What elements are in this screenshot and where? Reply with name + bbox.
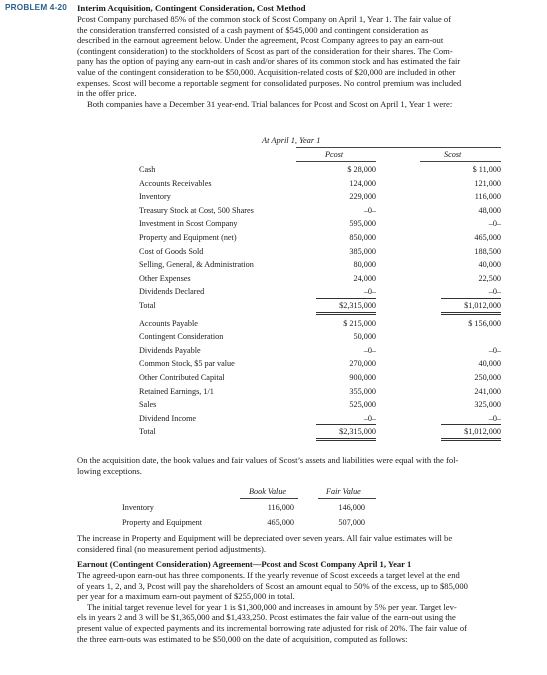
table-row xyxy=(0,518,547,528)
fv-fair-value: 507,000 xyxy=(338,518,365,527)
problem-title: Interim Acquisition, Contingent Consideration, Cost Method xyxy=(77,3,306,13)
row-label: Investment in Scost Company xyxy=(139,219,238,229)
table-row xyxy=(0,247,547,257)
col-rule-scost xyxy=(420,161,501,162)
intro-line: expenses. Scost will become a reportable segment for consolidated purposes. No control premium was included xyxy=(77,77,462,88)
pcost-value: 229,000 xyxy=(349,192,376,202)
earnout-line: els in years 2 and 3 will be $1,365,000 and $1,433,250. Pcost estimates the fair value of the earn-out using the xyxy=(77,612,456,623)
fair-value-rule xyxy=(318,498,376,499)
pcost-value: $2,315,000 xyxy=(316,427,376,441)
fv-book-value: 465,000 xyxy=(267,518,294,527)
earnout-line: per year for a maximum earn-out payment of $255,000 in total. xyxy=(77,591,295,602)
row-label: Accounts Receivables xyxy=(139,178,212,188)
scost-value: 465,000 xyxy=(474,233,501,242)
table-row xyxy=(0,373,547,383)
pcost-value: 80,000 xyxy=(353,260,376,270)
depreciation-line: The increase in Property and Equipment will be depreciated over seven years. All fair value estimates will be xyxy=(77,533,453,543)
pcost-value: –0– xyxy=(363,205,376,215)
row-label: Other Expenses xyxy=(139,273,191,283)
table-row xyxy=(0,165,547,175)
intro-line: Pcost Company purchased 85% of the common stock of Scost Company on April 1, Year 1. The fair value of xyxy=(77,14,452,24)
scost-value: 241,000 xyxy=(474,386,501,396)
table-row xyxy=(0,206,547,216)
scost-value: –0– xyxy=(441,287,501,299)
fv-row-label: Property and Equipment xyxy=(122,518,203,527)
intro-line: (contingent consideration) to the stockholders of Scost as part of the consideration for their shares. The Com- xyxy=(77,45,453,56)
intro-line: value of the contingent consideration to be $50,000. Acquisition-related costs of $20,000 are included in other xyxy=(77,66,456,77)
depreciation-note xyxy=(77,533,540,554)
scost-value: $1,012,000 xyxy=(441,301,501,315)
table-row xyxy=(0,387,547,397)
row-label: Dividend Income xyxy=(139,413,197,423)
table-row xyxy=(0,400,547,410)
pcost-value: –0– xyxy=(316,414,376,426)
scost-value: 40,000 xyxy=(478,359,501,369)
table-total-row xyxy=(0,427,547,437)
pcost-value: 525,000 xyxy=(349,400,376,410)
scost-value: 22,500 xyxy=(478,273,501,283)
intro-line: the consideration transferred consisted of a cash payment of $545,000 and contingent consideration as xyxy=(77,24,429,35)
pcost-value: $ 28,000 xyxy=(347,165,376,174)
row-label: Cost of Goods Sold xyxy=(139,246,204,256)
table-row xyxy=(0,233,547,243)
earnout-heading: Earnout (Contingent Consideration) Agreement—Pcost and Scost Company April 1, Year 1 xyxy=(77,559,412,569)
col-rule-pcost xyxy=(296,161,376,162)
trial-balance-intro: Both companies have a December 31 year-end. Trial balances for Pcost and Scost on April 1, Year 1 were: xyxy=(87,98,453,109)
table-row xyxy=(0,192,547,202)
earnout-line: The initial target revenue level for year 1 is $1,300,000 and increases in amount by 5% per year. Target lev- xyxy=(87,601,457,612)
scost-value: 250,000 xyxy=(474,373,501,382)
table-total-row xyxy=(0,301,547,311)
row-label: Contingent Consideration xyxy=(139,332,224,342)
pcost-value: $2,315,000 xyxy=(316,301,376,315)
pcost-value: 850,000 xyxy=(349,233,376,242)
problem-intro xyxy=(77,14,540,109)
problem-number: PROBLEM 4-20 xyxy=(5,3,67,12)
col-header-book-value: Book Value xyxy=(249,487,287,496)
pcost-value: –0– xyxy=(316,287,376,299)
earnout-line: The agreed-upon earn-out has three components. If the yearly revenue of Scost exceeds a target level at the end xyxy=(77,570,460,580)
scost-value: 40,000 xyxy=(478,260,501,270)
table-row xyxy=(0,219,547,229)
row-label: Other Contributed Capital xyxy=(139,373,225,382)
col-header-scost: Scost xyxy=(444,150,462,159)
table-row xyxy=(0,179,547,189)
pcost-value: 24,000 xyxy=(353,273,376,283)
fv-fair-value: 146,000 xyxy=(338,503,365,512)
row-label: Selling, General, & Administration xyxy=(139,260,254,270)
scost-value: 116,000 xyxy=(474,192,501,202)
pcost-value: 50,000 xyxy=(353,332,376,342)
pcost-value: 355,000 xyxy=(349,386,376,396)
trial-balance-heading: At April 1, Year 1 xyxy=(262,136,321,145)
col-header-fair-value: Fair Value xyxy=(326,487,361,496)
intro-line: described in the earnout agreement below. Under the agreement, Pcost Company agrees to pay an earn-out xyxy=(77,35,444,46)
scost-value: 48,000 xyxy=(478,205,501,215)
row-label: Total xyxy=(139,427,156,437)
pcost-value: 124,000 xyxy=(349,178,376,188)
row-label: Sales xyxy=(139,400,157,410)
scost-value: 325,000 xyxy=(474,400,501,410)
row-label: Accounts Payable xyxy=(139,318,198,328)
scost-value: –0– xyxy=(441,414,501,426)
pcost-value: $ 215,000 xyxy=(343,318,376,328)
pcost-value: –0– xyxy=(363,345,376,355)
scost-value: 121,000 xyxy=(474,178,501,188)
table-row xyxy=(0,346,547,356)
row-label: Inventory xyxy=(139,192,171,202)
table-row xyxy=(0,287,547,297)
scost-value: –0– xyxy=(488,345,501,355)
row-label: Retained Earnings, 1/1 xyxy=(139,386,214,396)
pcost-value: 900,000 xyxy=(349,373,376,382)
pcost-value: 270,000 xyxy=(349,359,376,369)
pcost-value: 595,000 xyxy=(349,219,376,229)
scost-value: $1,012,000 xyxy=(441,427,501,441)
earnout-paragraph-1 xyxy=(77,570,540,644)
col-header-pcost: Pcost xyxy=(325,150,344,159)
intro-line: in the offer price. xyxy=(77,88,137,99)
intro-line: pany has the option of paying any earn-out in cash and/or shares of its common stock and has estimated the fair xyxy=(77,56,461,67)
row-label: Cash xyxy=(139,165,156,174)
table-row xyxy=(0,274,547,284)
scost-value: $ 156,000 xyxy=(468,318,501,328)
row-label: Treasury Stock at Cost, 500 Shares xyxy=(139,205,254,215)
earnout-line: the three earn-outs was estimated to be $50,000 on the date of acquisition, computed as follows: xyxy=(77,633,408,644)
depreciation-line: considered final (no measurement period adjustments). xyxy=(77,543,267,554)
row-label: Dividends Payable xyxy=(139,345,201,355)
scost-value: 188,500 xyxy=(474,246,501,256)
table-row xyxy=(0,260,547,270)
row-label: Dividends Declared xyxy=(139,287,205,297)
scost-value: $ 11,000 xyxy=(472,165,501,174)
row-label: Total xyxy=(139,301,156,310)
book-value-rule xyxy=(240,498,298,499)
scost-value: –0– xyxy=(488,219,501,229)
row-label: Common Stock, $5 par value xyxy=(139,359,235,369)
pcost-value: 385,000 xyxy=(349,246,376,256)
heading-rule xyxy=(296,147,501,148)
fv-book-value: 116,000 xyxy=(267,503,294,512)
fair-value-intro xyxy=(77,455,540,476)
earnout-line: of years 1, 2, and 3, Pcost will pay the shareholders of Scost an amount equal to 50% of the excess, up to $85,000 xyxy=(77,580,468,591)
fv-row-label: Inventory xyxy=(122,503,154,512)
fv-intro-line: On the acquisition date, the book values and fair values of Scost’s assets and liabilities were equal with the fol- xyxy=(77,455,459,465)
earnout-line: present value of expected payments and its incremental borrowing rate adjusted for risk of 20%. The fair value of xyxy=(77,622,468,633)
table-row xyxy=(0,414,547,424)
fv-intro-line: lowing exceptions. xyxy=(77,465,142,476)
table-row xyxy=(0,332,547,342)
row-label: Property and Equipment (net) xyxy=(139,233,237,242)
table-row xyxy=(0,503,547,513)
table-row xyxy=(0,359,547,369)
table-row xyxy=(0,319,547,329)
